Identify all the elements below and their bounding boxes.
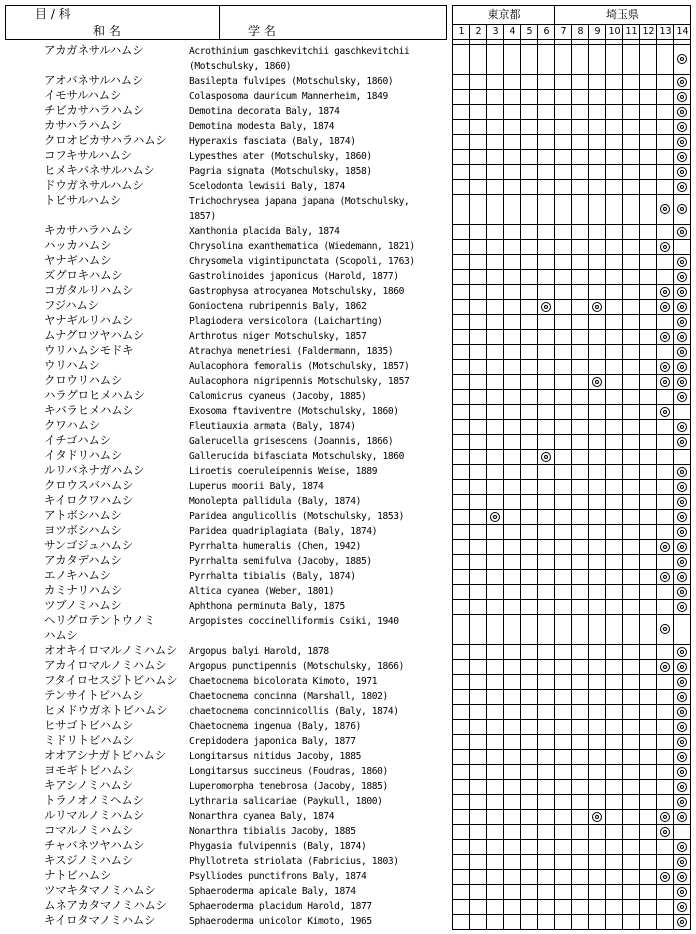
scientific-name: Liroetis coeruleipennis Weise, 1889 (189, 466, 378, 477)
scientific-name: Argopus punctipennis (Motschulsky, 1866) (189, 661, 405, 672)
japanese-name: ツマキタマノミハムシ (44, 883, 156, 897)
region-saitama-heading: 埼玉県 (606, 8, 639, 21)
scientific-name: Gonioctena rubripennis Baly, 1862 (189, 301, 367, 312)
scientific-name: Psylliodes punctifrons Baly, 1874 (189, 871, 367, 882)
scientific-name: Argopistes coccinelliformis Csiki, 1940 (189, 616, 399, 627)
presence-mark-icon (677, 662, 687, 672)
japanese-name: ドウガネサルハムシ (44, 178, 144, 192)
grid-column-line (537, 24, 538, 929)
scientific-name: Galerucella grisescens (Joannis, 1866) (189, 436, 394, 447)
presence-mark-icon (677, 677, 687, 687)
presence-mark-icon (677, 302, 687, 312)
presence-mark-icon (677, 137, 687, 147)
presence-mark-icon (677, 77, 687, 87)
presence-mark-icon (677, 54, 687, 64)
japanese-name: クロウリハムシ (44, 373, 123, 387)
scientific-name: Acrothinium gaschkevitchii gaschkevitchii (Motschulsky, 1860) (189, 46, 410, 72)
table-row (0, 388, 452, 403)
table-row (0, 913, 452, 928)
table-row (0, 793, 452, 808)
table-row (0, 373, 452, 388)
grid-column-line (503, 24, 504, 929)
japanese-name: イチゴハムシ (44, 433, 111, 447)
presence-mark-icon (677, 767, 687, 777)
presence-mark-icon (660, 287, 670, 297)
presence-mark-icon (677, 917, 687, 927)
scientific-name: Chrysomela vigintipunctata (Scopoli, 1763) (189, 256, 415, 267)
scientific-name-heading: 学 名 (248, 24, 276, 38)
japanese-name: チビカサハラハムシ (44, 103, 145, 117)
japanese-name: クワハムシ (44, 418, 100, 432)
scientific-name: Monolepta pallidula (Baly, 1874) (189, 496, 362, 507)
presence-mark-icon (677, 557, 687, 567)
presence-mark-icon (677, 542, 687, 552)
presence-mark-icon (677, 842, 687, 852)
table-row (0, 433, 452, 448)
scientific-name: Luperus moorii Baly, 1874 (189, 481, 324, 492)
scientific-name: Paridea angulicollis (Motschulsky, 1853) (189, 511, 405, 522)
japanese-name-heading: 和 名 (93, 24, 121, 38)
presence-mark-icon (677, 602, 687, 612)
scientific-name: Nonarthra tibialis Jacoby, 1885 (189, 826, 356, 837)
scientific-name: Pyrrhalta humeralis (Chen, 1942) (189, 541, 362, 552)
japanese-name: キバラヒメハムシ (44, 403, 134, 417)
japanese-name: キアシノミハムシ (44, 778, 133, 792)
table-row (0, 148, 452, 163)
japanese-name: ヘリグロテントウノミ ハムシ (44, 613, 155, 642)
table-row (0, 508, 452, 523)
japanese-name: ヨモギトビハムシ (44, 763, 134, 777)
japanese-name: カミナリハムシ (44, 583, 123, 597)
japanese-name: ミドリトビハムシ (44, 733, 134, 747)
table-row (0, 133, 452, 148)
japanese-name: ハラグロヒメハムシ (44, 388, 145, 402)
scientific-name: Atrachya menetriesi (Faldermann, 1835) (189, 346, 394, 357)
japanese-name: ルリマルノミハムシ (44, 808, 145, 822)
scientific-name: Altica cyanea (Weber, 1801) (189, 586, 335, 597)
scientific-name: Gastrophysa atrocyanea Motschulsky, 1860 (189, 286, 405, 297)
grid-header-line (453, 39, 690, 40)
presence-mark-icon (660, 662, 670, 672)
scientific-name: Calomicrus cyaneus (Jacoby, 1885) (189, 391, 367, 402)
presence-mark-icon (677, 692, 687, 702)
presence-mark-icon (677, 167, 687, 177)
japanese-name: キカサハラハムシ (44, 223, 133, 237)
presence-mark-icon (677, 737, 687, 747)
table-row (0, 238, 452, 253)
column-number: 9 (594, 26, 601, 37)
presence-mark-icon (677, 227, 687, 237)
column-number: 3 (492, 26, 499, 37)
japanese-name: ヒメドウガネトビハムシ (44, 703, 168, 717)
presence-mark-icon (660, 362, 670, 372)
presence-mark-icon (677, 392, 687, 402)
japanese-name: ウリハムシモドキ (44, 343, 134, 357)
scientific-name: Crepidodera japonica Baly, 1877 (189, 736, 356, 747)
scientific-name: Lypesthes ater (Motschulsky, 1860) (189, 151, 372, 162)
scientific-name: Longitarsus nitidus Jacoby, 1885 (189, 751, 362, 762)
japanese-name: ヤナギハムシ (44, 253, 112, 267)
presence-mark-icon (677, 722, 687, 732)
scientific-name: Scelodonta lewisii Baly, 1874 (189, 181, 345, 192)
presence-mark-icon (677, 287, 687, 297)
japanese-name: フタイロセスジトビハムシ (44, 673, 178, 687)
table-row (0, 538, 452, 553)
table-row (0, 298, 452, 313)
presence-mark-icon (677, 467, 687, 477)
presence-mark-icon (677, 497, 687, 507)
japanese-name: アオバネサルハムシ (44, 73, 144, 87)
distribution-grid (452, 5, 691, 930)
japanese-name: アカタデハムシ (44, 553, 122, 567)
table-header-names (5, 5, 447, 40)
japanese-name: オオキイロマルノミハムシ (44, 643, 178, 657)
japanese-name: フジハムシ (44, 298, 99, 312)
presence-mark-icon (660, 872, 670, 882)
presence-mark-icon (677, 752, 687, 762)
presence-mark-icon (677, 902, 687, 912)
column-number: 5 (526, 26, 533, 37)
scientific-name: Arthrotus niger Motschulsky, 1857 (189, 331, 367, 342)
presence-mark-icon (660, 542, 670, 552)
grid-column-line (588, 24, 589, 929)
scientific-name: Plagiodera versicolora (Laicharting) (189, 316, 383, 327)
japanese-name: ルリバネナガハムシ (44, 463, 145, 477)
presence-mark-icon (541, 302, 551, 312)
table-row (0, 838, 452, 853)
presence-mark-icon (660, 812, 670, 822)
presence-mark-icon (592, 812, 602, 822)
table-row (0, 418, 452, 433)
scientific-name: Paridea quadriplagiata (Baly, 1874) (189, 526, 378, 537)
table-row (0, 553, 452, 568)
grid-column-line (656, 24, 657, 929)
table-row (0, 883, 452, 898)
table-row (0, 808, 452, 823)
grid-header-line (453, 24, 690, 25)
japanese-name: エノキハムシ (44, 568, 111, 582)
presence-mark-icon (677, 92, 687, 102)
table-row (0, 493, 452, 508)
japanese-name: サンゴジュハムシ (44, 538, 133, 552)
scientific-name: Aulacophora femoralis (Motschulsky, 1857) (189, 361, 410, 372)
presence-mark-icon (677, 377, 687, 387)
scientific-name: Aphthona perminuta Baly, 1875 (189, 601, 345, 612)
scientific-name: Colasposoma dauricum Mannerheim, 1849 (189, 91, 388, 102)
table-row (0, 463, 452, 478)
japanese-name: ヨツボシハムシ (44, 523, 122, 537)
presence-mark-icon (677, 857, 687, 867)
presence-mark-icon (677, 527, 687, 537)
presence-mark-icon (677, 887, 687, 897)
japanese-name: ナトビハムシ (44, 868, 112, 882)
table-row (0, 283, 452, 298)
scientific-name: Lythraria salicariae (Paykull, 1800) (189, 796, 383, 807)
scientific-name: Phygasia fulvipennis (Baly, 1874) (189, 841, 367, 852)
japanese-name: ムネアカタマノミハムシ (44, 898, 167, 912)
column-number: 11 (625, 26, 638, 37)
japanese-name: アカガネサルハムシ (44, 43, 144, 57)
scientific-name: Longitarsus succineus (Foudras, 1860) (189, 766, 388, 777)
presence-mark-icon (592, 377, 602, 387)
presence-mark-icon (677, 872, 687, 882)
column-number: 10 (608, 26, 621, 37)
japanese-name: クロウスバハムシ (44, 478, 134, 492)
japanese-name: ウリハムシ (44, 358, 100, 372)
table-row (0, 328, 452, 343)
presence-mark-icon (677, 347, 687, 357)
presence-mark-icon (660, 624, 670, 634)
table-row (0, 163, 452, 178)
column-number: 1 (458, 26, 465, 37)
grid-column-line (571, 24, 572, 929)
presence-mark-icon (677, 332, 687, 342)
column-number: 6 (543, 26, 550, 37)
presence-mark-icon (677, 204, 687, 214)
scientific-name: Basilepta fulvipes (Motschulsky, 1860) (189, 76, 394, 87)
japanese-name: ヒサゴトビハムシ (44, 718, 134, 732)
japanese-name: トラノオノミヘムシ (44, 793, 144, 807)
presence-mark-icon (677, 707, 687, 717)
grid-column-line (605, 24, 606, 929)
scientific-name: Demotina modesta Baly, 1874 (189, 121, 335, 132)
table-row (0, 358, 452, 373)
japanese-name: イモサルハムシ (44, 88, 122, 102)
table-row (0, 643, 452, 658)
presence-mark-icon (660, 332, 670, 342)
table-row (0, 73, 452, 88)
table-row (0, 223, 452, 238)
presence-mark-icon (677, 587, 687, 597)
table-row (0, 43, 452, 73)
column-number: 12 (642, 26, 655, 37)
presence-mark-icon (677, 512, 687, 522)
japanese-name: チャバネツヤハムシ (44, 838, 145, 852)
scientific-name: Xanthonia placida Baly, 1874 (189, 226, 340, 237)
grid-column-line (469, 24, 470, 929)
presence-mark-icon (677, 482, 687, 492)
japanese-name: コフキサルハムシ (44, 148, 132, 162)
table-row (0, 568, 452, 583)
header-divider (219, 6, 220, 39)
table-row (0, 523, 452, 538)
table-row (0, 733, 452, 748)
scientific-name: Pyrrhalta tibialis (Baly, 1874) (189, 571, 356, 582)
scientific-name: Chaetocnema concinna (Marshall, 1802) (189, 691, 388, 702)
presence-mark-icon (677, 257, 687, 267)
scientific-name: chaetocnema concinnicollis (Baly, 1874) (189, 706, 399, 717)
scientific-name: Pagria signata (Motschulsky, 1858) (189, 166, 372, 177)
table-row (0, 823, 452, 838)
presence-mark-icon (660, 407, 670, 417)
grid-column-line (486, 24, 487, 929)
japanese-name: アトボシハムシ (44, 508, 122, 522)
column-number: 14 (676, 26, 689, 37)
japanese-name: キイロタマノミハムシ (44, 913, 156, 927)
japanese-name: コマルノミハムシ (44, 823, 134, 837)
grid-column-line (622, 24, 623, 929)
japanese-name: ヒメキバネサルハムシ (44, 163, 155, 177)
table-row (0, 103, 452, 118)
table-row (0, 583, 452, 598)
table-row (0, 853, 452, 868)
scientific-name: Demotina decorata Baly, 1874 (189, 106, 340, 117)
japanese-name: ツブノミハムシ (44, 598, 122, 612)
column-number: 4 (509, 26, 516, 37)
table-row (0, 313, 452, 328)
japanese-name: ハッカハムシ (44, 238, 112, 252)
grid-column-line (639, 24, 640, 929)
japanese-name: トビサルハムシ (44, 193, 122, 207)
table-row (0, 598, 452, 613)
japanese-name: カサハラハムシ (44, 118, 122, 132)
grid-column-line (520, 24, 521, 929)
presence-mark-icon (660, 242, 670, 252)
japanese-name: オオアシナガトビハムシ (44, 748, 166, 762)
table-row (0, 718, 452, 733)
scientific-name: Sphaeroderma apicale Baly, 1874 (189, 886, 356, 897)
presence-mark-icon (677, 272, 687, 282)
column-number: 13 (659, 26, 672, 37)
presence-mark-icon (660, 302, 670, 312)
japanese-name: イタドリハムシ (44, 448, 123, 462)
scientific-name: Gastrolinoides japonicus (Harold, 1877) (189, 271, 399, 282)
table-row (0, 88, 452, 103)
table-row (0, 403, 452, 418)
grid-column-line (673, 24, 674, 929)
scientific-name: Luperomorpha tenebrosa (Jacoby, 1885) (189, 781, 388, 792)
presence-mark-icon (677, 152, 687, 162)
column-number: 2 (475, 26, 482, 37)
region-tokyo-heading: 東京都 (487, 8, 521, 21)
scientific-name: Hyperaxis fasciata (Baly, 1874) (189, 136, 356, 147)
japanese-name: キイロクワハムシ (44, 493, 134, 507)
scientific-name: Trichochrysea japana japana (Motschulsky, 1857) (189, 196, 410, 222)
japanese-name: キスジノミハムシ (44, 853, 133, 867)
table-row (0, 343, 452, 358)
scientific-name: Exosoma ftaviventre (Motschulsky, 1860) (189, 406, 399, 417)
presence-mark-icon (677, 107, 687, 117)
column-number: 8 (577, 26, 584, 37)
japanese-name: アカイロマルノミハムシ (44, 658, 167, 672)
japanese-name: クロオビカサハラハムシ (44, 133, 167, 147)
presence-mark-icon (677, 182, 687, 192)
table-row (0, 268, 452, 283)
table-row (0, 673, 452, 688)
scientific-name: Gallerucida bifasciata Motschulsky, 1860 (189, 451, 405, 462)
presence-mark-icon (677, 797, 687, 807)
presence-mark-icon (677, 122, 687, 132)
presence-mark-icon (677, 782, 687, 792)
scientific-name: Chrysolina exanthematica (Wiedemann, 1821) (189, 241, 415, 252)
presence-mark-icon (677, 362, 687, 372)
table-row (0, 868, 452, 883)
order-family-heading: 目 / 科 (35, 7, 71, 21)
table-row (0, 703, 452, 718)
presence-mark-icon (677, 317, 687, 327)
presence-mark-icon (490, 512, 500, 522)
table-row (0, 748, 452, 763)
presence-mark-icon (592, 302, 602, 312)
scientific-name: Chaetocnema ingenua (Baly, 1876) (189, 721, 362, 732)
presence-mark-icon (660, 572, 670, 582)
japanese-name: ヤナギルリハムシ (44, 313, 134, 327)
table-row (0, 613, 452, 643)
scientific-name: Nonarthra cyanea Baly, 1874 (189, 811, 335, 822)
scientific-name: Argopus balyi Harold, 1878 (189, 646, 329, 657)
japanese-name: ズグロキハムシ (44, 268, 123, 282)
scientific-name: Sphaeroderma placidum Harold, 1877 (189, 901, 372, 912)
grid-column-line (554, 6, 555, 929)
presence-mark-icon (541, 452, 551, 462)
presence-mark-icon (677, 437, 687, 447)
scientific-name: Aulacophora nigripennis Motschulsky, 1857 (189, 376, 410, 387)
presence-mark-icon (677, 647, 687, 657)
presence-mark-icon (660, 204, 670, 214)
japanese-name: ムナグロツヤハムシ (44, 328, 145, 342)
table-row (0, 778, 452, 793)
presence-mark-icon (677, 812, 687, 822)
table-row (0, 898, 452, 913)
presence-mark-icon (660, 377, 670, 387)
presence-mark-icon (677, 422, 687, 432)
table-row (0, 688, 452, 703)
japanese-name: コガタルリハムシ (44, 283, 134, 297)
column-number: 7 (560, 26, 567, 37)
table-row (0, 448, 452, 463)
table-row (0, 658, 452, 673)
table-row (0, 253, 452, 268)
japanese-name: テンサイトビハムシ (44, 688, 144, 702)
scientific-name: Sphaeroderma unicolor Kimoto, 1965 (189, 916, 372, 927)
presence-mark-icon (677, 572, 687, 582)
scientific-name: Chaetocnema bicolorata Kimoto, 1971 (189, 676, 378, 687)
table-row (0, 763, 452, 778)
table-row (0, 193, 452, 223)
scientific-name: Phyllotreta striolata (Fabricius, 1803) (189, 856, 399, 867)
presence-mark-icon (660, 827, 670, 837)
scientific-name: Fleutiauxia armata (Baly, 1874) (189, 421, 356, 432)
table-row (0, 178, 452, 193)
species-list (0, 43, 452, 928)
scientific-name: Pyrrhalta semifulva (Jacoby, 1885) (189, 556, 372, 567)
table-row (0, 478, 452, 493)
table-row (0, 118, 452, 133)
